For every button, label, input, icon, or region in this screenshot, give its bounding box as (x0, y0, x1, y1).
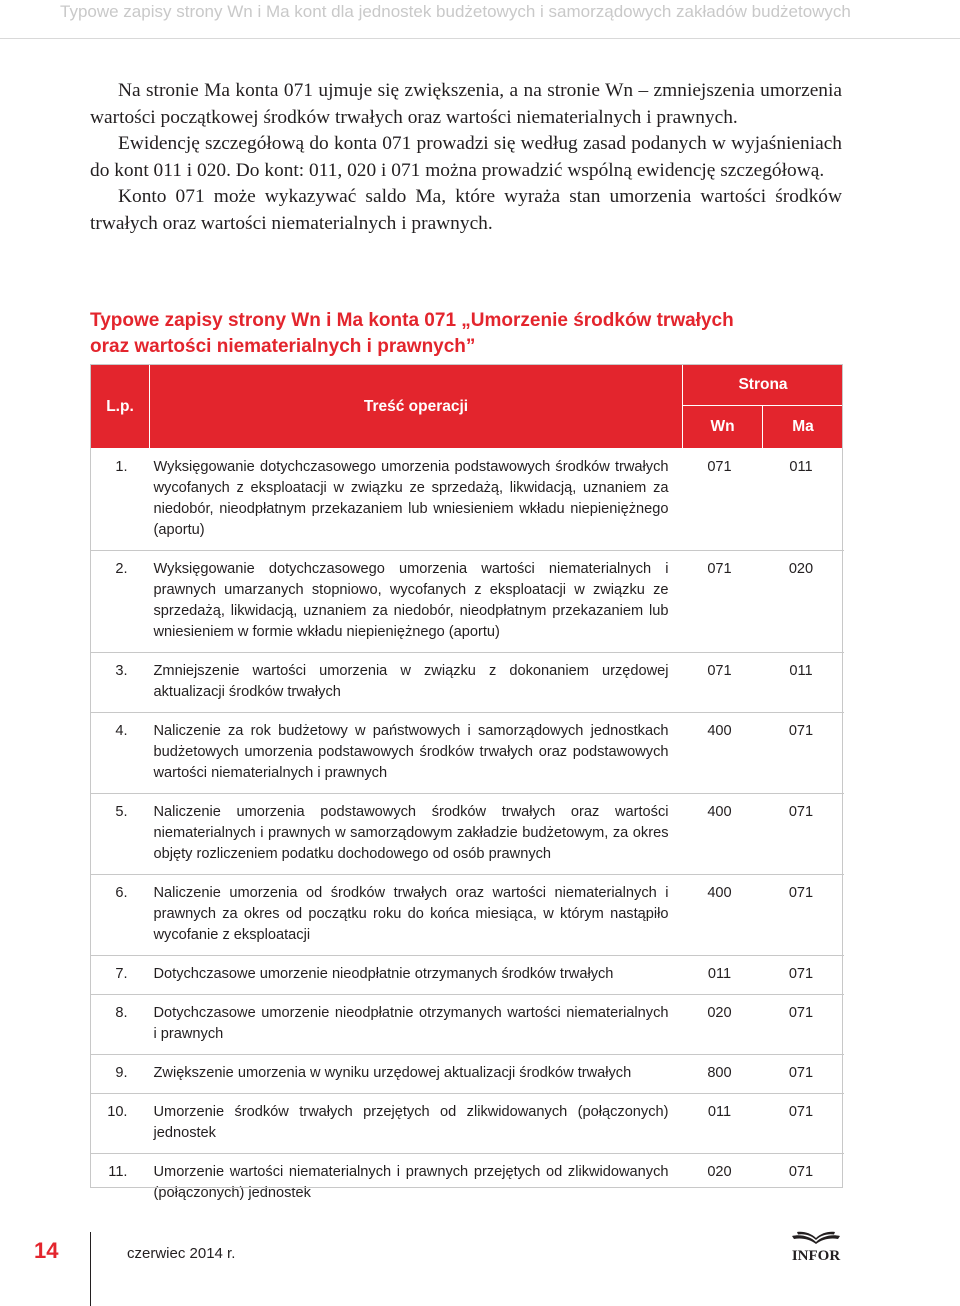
row-description: Wyksięgowanie dotychczasowego umorzenia podstawowych środków trwałych wycofanych z eksploatacji w związku ze sprzedażą, likwidacją, uznaniem za niedobór, nieodpłatnym przekazaniem lub wniesieniem wkładu niepieniężnego (aportu) (150, 449, 683, 551)
row-ma-account: 011 (763, 449, 844, 551)
table-row (91, 713, 844, 794)
header-strona: Strona (683, 365, 844, 406)
table-row (91, 1055, 844, 1094)
row-ma-account: 071 (763, 1055, 844, 1094)
row-wn-account: 800 (683, 1055, 763, 1094)
table-row (91, 1094, 844, 1154)
row-ma-account: 071 (763, 995, 844, 1055)
footer-divider (90, 1232, 91, 1306)
row-number: 6. (91, 875, 150, 956)
row-wn-account: 011 (683, 1094, 763, 1154)
header-ma: Ma (763, 406, 844, 449)
running-header-title: Typowe zapisy strony Wn i Ma kont dla jednostek budżetowych i samorządowych zakładów budżetowych (60, 2, 851, 21)
row-description: Dotychczasowe umorzenie nieodpłatnie otrzymanych wartości niematerialnych i prawnych (150, 995, 683, 1055)
section-title-line-1: Typowe zapisy strony Wn i Ma konta 071 „Umorzenie środków trwałych (90, 310, 734, 331)
row-description: Dotychczasowe umorzenie nieodpłatnie otrzymanych środków trwałych (150, 956, 683, 995)
header-tresc: Treść operacji (150, 365, 683, 449)
header-lp: L.p. (91, 365, 150, 449)
row-description: Umorzenie środków trwałych przejętych od zlikwidowanych (połączonych) jednostek (150, 1094, 683, 1154)
row-ma-account: 071 (763, 794, 844, 875)
row-wn-account: 400 (683, 794, 763, 875)
row-wn-account: 071 (683, 449, 763, 551)
row-wn-account: 071 (683, 551, 763, 653)
row-ma-account: 071 (763, 956, 844, 995)
table-row (91, 653, 844, 713)
row-number: 5. (91, 794, 150, 875)
table-row (91, 956, 844, 995)
intro-text (90, 78, 842, 237)
row-wn-account: 020 (683, 995, 763, 1055)
row-ma-account: 011 (763, 653, 844, 713)
row-number: 11. (108, 1164, 128, 1180)
row-number: 9. (91, 1055, 150, 1094)
row-ma-account: 071 (763, 875, 844, 956)
intro-paragraph-3: Konto 071 może wykazywać saldo Ma, które wyraża stan umorzenia wartości środków trwałych oraz wartości niematerialnych i prawnych. (90, 186, 842, 234)
row-description: Wyksięgowanie dotychczasowego umorzenia wartości niematerialnych i prawnych umarzanych stopniowo, wycofanych z eksploatacji w związku ze sprzedażą, likwidacją, uznaniem za niedobór, nieodpłatnym przekazaniem lub wniesieniem w formie wkładu niepieniężnego (aportu) (150, 551, 683, 653)
table-row (91, 875, 844, 956)
row-wn-account: 071 (683, 653, 763, 713)
section-title-line-2: oraz wartości niematerialnych i prawnych” (90, 336, 476, 357)
table-row (91, 449, 844, 551)
intro-paragraph-2: Ewidencję szczegółową do konta 071 prowadzi się według zasad podanych w wyjaśnieniach do kont 011 i 020. Do kont: 011, 020 i 071 można prowadzić wspólną ewidencję szczegółową. (90, 133, 842, 181)
logo-book-icon (792, 1232, 840, 1244)
row-wn-account: 400 (683, 713, 763, 794)
row-ma-account: 071 (763, 1094, 844, 1154)
table-row (91, 995, 844, 1055)
row-number: 2. (91, 551, 150, 653)
table-row (91, 1154, 844, 1214)
row-description: Naliczenie za rok budżetowy w państwowych i samorządowych jednostkach budżetowych umorzenia podstawowych środków trwałych oraz podstawowych wartości niematerialnych i prawnych (150, 713, 683, 794)
row-number: 8. (91, 995, 150, 1055)
operations-table (90, 364, 844, 1213)
footer-date: czerwiec 2014 r. (127, 1245, 236, 1262)
row-ma-account: 020 (763, 551, 844, 653)
intro-paragraph-1: Na stronie Ma konta 071 ujmuje się zwiększenia, a na stronie Wn – zmniejszenia umorzenia wartości początkowej środków trwałych oraz wartości niematerialnych i prawnych. (90, 80, 842, 128)
row-description: Zwiększenie umorzenia w wyniku urzędowej aktualizacji środków trwałych (150, 1055, 683, 1094)
infor-logo (786, 1228, 846, 1264)
running-header (0, 0, 960, 39)
logo-text: INFOR (791, 1248, 841, 1264)
row-wn-account: 011 (683, 956, 763, 995)
row-number: 3. (91, 653, 150, 713)
row-number: 10. (91, 1094, 150, 1154)
row-ma-account: 071 (763, 713, 844, 794)
row-description: Zmniejszenie wartości umorzenia w związku z dokonaniem urzędowej aktualizacji środków trwałych (150, 653, 683, 713)
row-number: 7. (91, 956, 150, 995)
table-row (91, 551, 844, 653)
table-row (91, 794, 844, 875)
row-number: 4. (91, 713, 150, 794)
row-wn-account: 020 (707, 1164, 732, 1180)
section-title (90, 308, 850, 360)
row-ma-account: 071 (788, 1164, 814, 1180)
row-description: Naliczenie umorzenia od środków trwałych oraz wartości niematerialnych i prawnych za okres od początku roku do końca miesiąca, w którym nastąpiło wycofanie z eksploatacji (150, 875, 683, 956)
page-number: 14 (34, 1238, 59, 1263)
row-description: Umorzenie wartości niematerialnych i prawnych przejętych od zlikwidowanych (połączonych) jednostek (153, 1164, 669, 1201)
row-description: Naliczenie umorzenia podstawowych środków trwałych oraz wartości niematerialnych i prawnych w samorządowym zakładzie budżetowym, za okres objęty rozliczeniem podatku dochodowego od osób prawnych (150, 794, 683, 875)
row-number: 1. (91, 449, 150, 551)
header-wn: Wn (683, 406, 763, 449)
row-wn-account: 400 (683, 875, 763, 956)
